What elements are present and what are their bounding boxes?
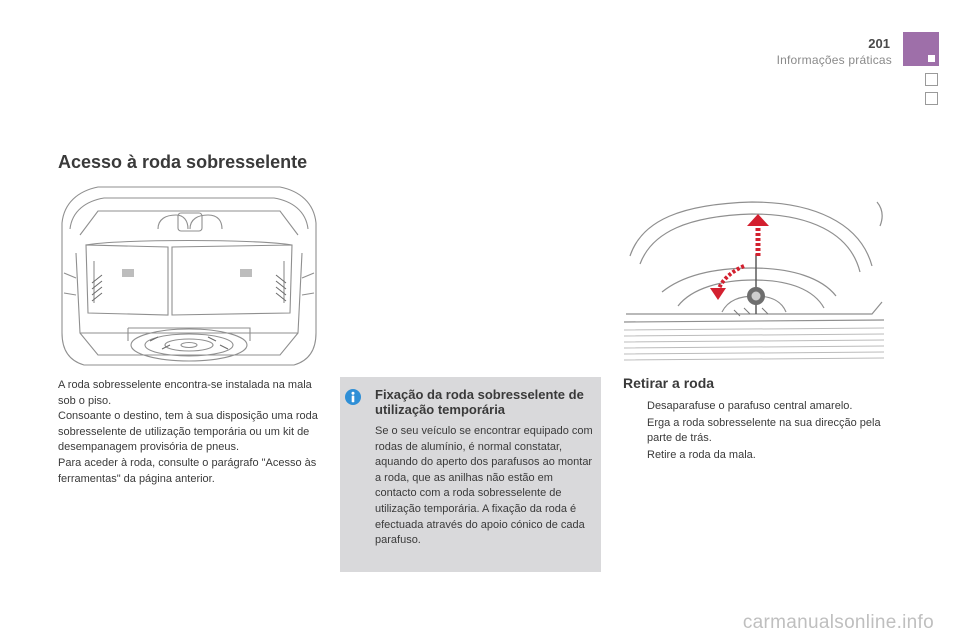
step-text: Desaparafuse o parafuso central amarelo. — [647, 400, 853, 412]
tab-marker-icon — [928, 55, 935, 62]
intro-paragraph: Consoante o destino, tem à sua disposição uma roda sobresselente de utilização temporária ou um kit de desempanagem provisória de pneus. — [58, 410, 318, 454]
step-text: Retire a roda da mala. — [647, 448, 756, 461]
info-box-text: Se o seu veículo se encontrar equipado com rodas de alumínio, é normal constatar, aquando do aperto dos parafusos ao montar a roda, que as anilhas não estão em contacto com a roda sobresselente de utilização temporária. A fixação da roda é efectuada através do apoio cónico de cada parafuso. — [375, 425, 593, 547]
trunk-illustration — [58, 183, 320, 367]
step-text: Erga a roda sobresselente na sua direcção pela parte de trás. — [647, 416, 881, 445]
spare-wheel-illustration — [622, 196, 886, 368]
info-icon — [345, 389, 361, 405]
section-tab-active[interactable] — [903, 32, 939, 66]
watermark: carmanualsonline.info — [742, 612, 934, 633]
page-number: 201 — [868, 36, 890, 51]
section-tab-2[interactable] — [925, 73, 938, 86]
info-box-title: Fixação da roda sobresselente de utilização temporária — [375, 387, 584, 417]
list-item — [623, 448, 893, 464]
remove-wheel-title: Retirar a roda — [623, 375, 715, 391]
list-item — [623, 416, 893, 447]
section-tab-3[interactable] — [925, 92, 938, 105]
intro-text — [58, 378, 320, 487]
section-name: Informações práticas — [776, 53, 892, 67]
page-title: Acesso à roda sobresselente — [58, 152, 308, 172]
remove-wheel-steps — [623, 399, 893, 464]
intro-paragraph: A roda sobresselente encontra-se instalada na mala sob o piso. — [58, 379, 312, 407]
intro-paragraph: Para aceder à roda, consulte o parágrafo "Acesso às ferramentas" da página anterior. — [58, 456, 317, 485]
list-item — [623, 399, 893, 415]
